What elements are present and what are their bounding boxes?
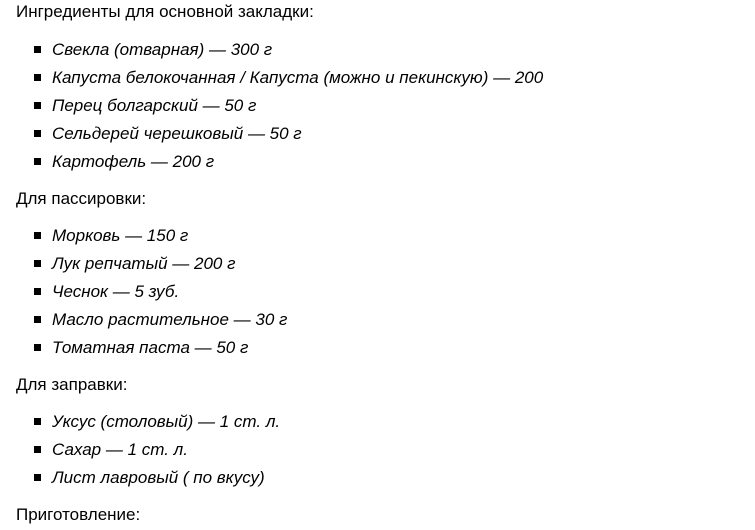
bullet-icon xyxy=(34,474,41,481)
list-item xyxy=(16,64,746,92)
bullet-icon xyxy=(34,130,41,137)
list-item-text: Уксус (столовый) — 1 ст. л. xyxy=(52,412,281,431)
list-item xyxy=(16,222,746,250)
list-item xyxy=(16,92,746,120)
list-item xyxy=(16,278,746,306)
list-item-text: Масло растительное — 30 г xyxy=(52,310,288,329)
list-item-text: Лист лавровый ( по вкусу) xyxy=(52,468,265,487)
list-item xyxy=(16,408,746,436)
section-heading-preparation: Приготовление: xyxy=(16,505,141,524)
section-heading-sauteing: Для пассировки: xyxy=(16,189,147,208)
list-item xyxy=(16,436,746,464)
bullet-icon xyxy=(34,316,41,323)
list-item xyxy=(16,148,746,176)
bullet-icon xyxy=(34,446,41,453)
bullet-icon xyxy=(34,344,41,351)
bullet-icon xyxy=(34,46,41,53)
list-item xyxy=(16,306,746,334)
bullet-icon xyxy=(34,102,41,109)
list-item-text: Сельдерей черешковый — 50 г xyxy=(52,124,302,143)
list-item-text: Перец болгарский — 50 г xyxy=(52,96,257,115)
list-item xyxy=(16,334,746,362)
list-item-text: Капуста белокочанная / Капуста (можно и пекинскую) — 200 xyxy=(52,68,544,87)
list-item-text: Сахар — 1 ст. л. xyxy=(52,440,188,459)
sauteing-list xyxy=(16,222,746,362)
list-item-text: Чеснок — 5 зуб. xyxy=(52,282,180,301)
dressing-list xyxy=(16,408,746,492)
section-heading-main-ingredients: Ингредиенты для основной закладки: xyxy=(16,2,314,21)
bullet-icon xyxy=(34,158,41,165)
section-heading-dressing: Для заправки: xyxy=(16,375,128,394)
main-ingredients-list xyxy=(16,36,746,176)
list-item-text: Лук репчатый — 200 г xyxy=(52,254,236,273)
recipe-document xyxy=(16,0,746,527)
list-item xyxy=(16,36,746,64)
list-item xyxy=(16,250,746,278)
bullet-icon xyxy=(34,260,41,267)
bullet-icon xyxy=(34,74,41,81)
list-item-text: Свекла (отварная) — 300 г xyxy=(52,40,273,59)
list-item xyxy=(16,464,746,492)
list-item-text: Картофель — 200 г xyxy=(52,152,215,171)
bullet-icon xyxy=(34,232,41,239)
bullet-icon xyxy=(34,418,41,425)
list-item-text: Томатная паста — 50 г xyxy=(52,338,249,357)
list-item-text: Морковь — 150 г xyxy=(52,226,189,245)
list-item xyxy=(16,120,746,148)
bullet-icon xyxy=(34,288,41,295)
